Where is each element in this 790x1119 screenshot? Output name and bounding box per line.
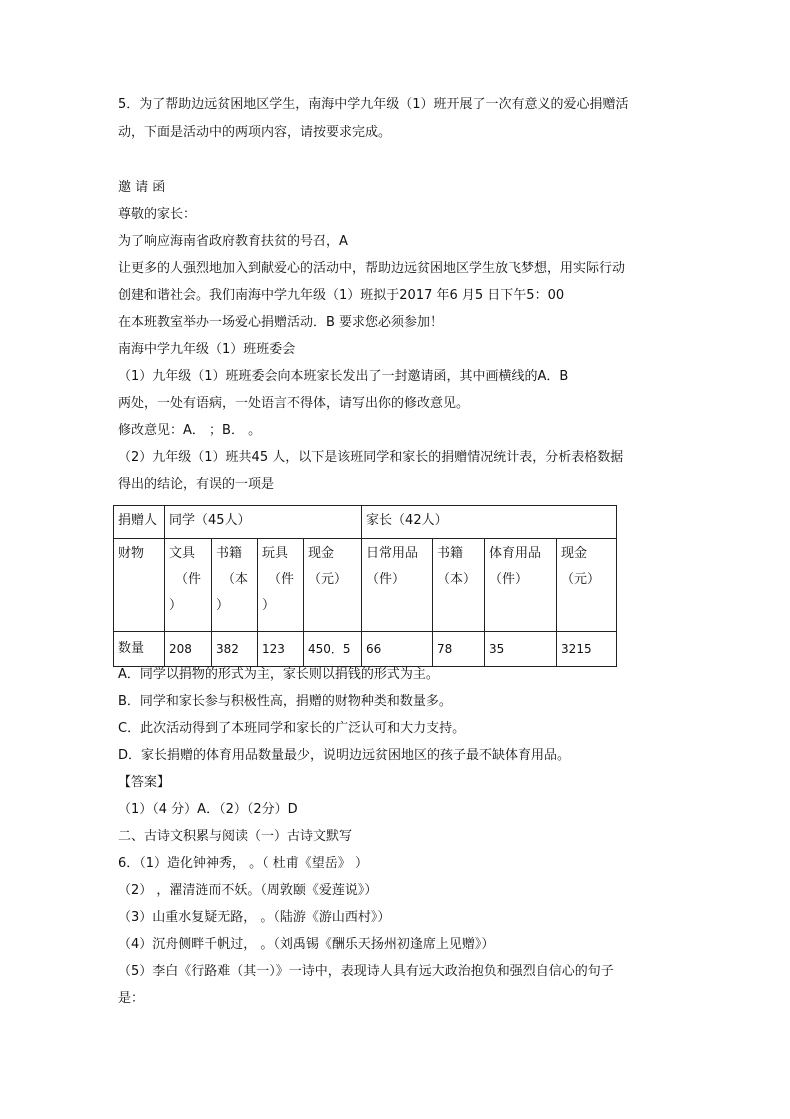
sub-question-1-line-2: 两处，一处有语病，一处语言不得体，请写出你的修改意见。 — [118, 396, 470, 411]
q6-item-3: （3）山重水复疑无路， 。（陆游《游山西村》） — [118, 910, 391, 925]
q5-intro-line-2: 动，下面是活动中的两项内容，请按要求完成。 — [118, 125, 392, 140]
header-parents: 家长（42人） — [362, 506, 617, 539]
table-row — [114, 539, 617, 632]
table-row — [114, 506, 617, 539]
letter-title: 邀 请 函 — [118, 180, 166, 195]
value-cash-parents: 3215 — [557, 632, 617, 667]
q6-item-2: （2） ，濯清涟而不妖。（周敦颐《爱莲说》） — [118, 883, 378, 898]
col-daily-goods: 日常用品 （件） — [362, 539, 433, 632]
col-sports-goods: 体育用品 （件） — [485, 539, 557, 632]
letter-body-line-3: 创建和谐社会。我们南海中学九年级（1）班拟于2017 年6 月5 日下午5：00 — [118, 288, 565, 303]
answer-text: （1）（4 分）A．（2）（2分）D — [118, 802, 298, 817]
header-quantity: 数量 — [114, 632, 165, 667]
value-toys: 123 — [258, 632, 304, 667]
sub-question-1-line-1: （1）九年级（1）班班委会向本班家长发出了一封邀请函，其中画横线的A．B — [118, 369, 569, 384]
q6-item-4: （4）沉舟侧畔千帆过， 。（刘禹锡《酬乐天扬州初逢席上见赠》） — [118, 937, 495, 952]
value-stationery: 208 — [165, 632, 212, 667]
col-cash-students: 现金 （元） — [304, 539, 362, 632]
option-d: D．家长捐赠的体育用品数量最少，说明边远贫困地区的孩子最不缺体育用品。 — [118, 748, 571, 763]
value-books-parents: 78 — [433, 632, 485, 667]
answer-label: 【答案】 — [118, 775, 171, 790]
q6-item-5-line-2: 是： — [118, 991, 145, 1006]
q5-intro-line-1: 5．为了帮助边远贫困地区学生，南海中学九年级（1）班开展了一次有意义的爱心捐赠活 — [118, 97, 629, 112]
value-books-students: 382 — [212, 632, 258, 667]
sub-question-2-line-2: 得出的结论，有误的一项是 — [118, 477, 275, 492]
table-row — [114, 632, 617, 667]
q6-item-1: 6．（1）造化钟神秀， 。（ 杜甫《望岳》 ） — [118, 856, 368, 871]
sub-question-2-line-1: （2）九年级（1）班共45 人，以下是该班同学和家长的捐赠情况统计表，分析表格数据 — [118, 450, 624, 465]
value-daily-goods: 66 — [362, 632, 433, 667]
value-cash-students: 450．5 — [304, 632, 362, 667]
letter-body-line-4: 在本班教室举办一场爱心捐赠活动．B 要求您必须参加！ — [118, 315, 444, 330]
letter-signature: 南海中学九年级（1）班班委会 — [118, 342, 296, 357]
header-item: 财物 — [114, 539, 165, 632]
section-2-title: 二、古诗文积累与阅读（一）古诗文默写 — [118, 829, 353, 844]
letter-body-line-2: 让更多的人强烈地加入到献爱心的活动中，帮助边远贫困地区学生放飞梦想，用实际行动 — [118, 261, 626, 276]
option-c: C．此次活动得到了本班同学和家长的广泛认可和大力支持。 — [118, 721, 466, 736]
col-books-parents: 书籍 （本） — [433, 539, 485, 632]
header-students: 同学（45人） — [165, 506, 362, 539]
value-sports-goods: 35 — [485, 632, 557, 667]
col-toys: 玩具 （件 ） — [258, 539, 304, 632]
col-cash-parents: 现金 （元） — [557, 539, 617, 632]
q6-item-5-line-1: （5）李白《行路难（其一）》一诗中，表现诗人具有远大政治抱负和强烈自信心的句子 — [118, 964, 614, 979]
header-donor: 捐赠人 — [114, 506, 165, 539]
sub-question-1-answer-line: 修改意见：A． ；B． 。 — [118, 423, 262, 438]
option-b: B．同学和家长参与积极性高，捐赠的财物种类和数量多。 — [118, 694, 452, 709]
donation-stats-table — [113, 505, 617, 667]
col-stationery: 文具 （件 ） — [165, 539, 212, 632]
col-books-students: 书籍 （本 ） — [212, 539, 258, 632]
letter-salutation: 尊敬的家长： — [118, 207, 197, 222]
letter-body-line-1: 为了响应海南省政府教育扶贫的号召，A — [118, 234, 348, 249]
option-a: A．同学以捐物的形式为主，家长则以捐钱的形式为主。 — [118, 667, 439, 682]
